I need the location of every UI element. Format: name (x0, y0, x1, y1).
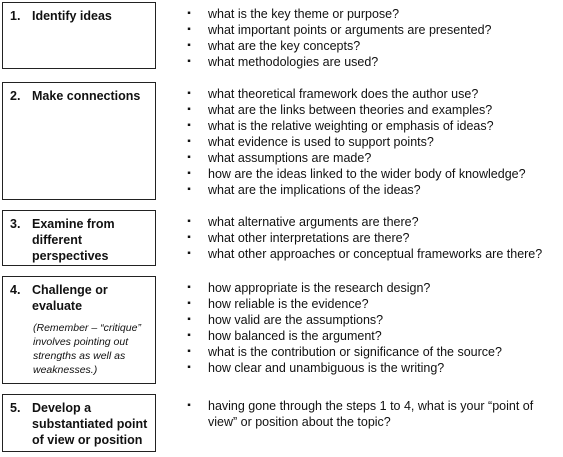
list-item: ▪ what theoretical framework does the author use? (184, 86, 526, 102)
step-3-points (184, 214, 542, 262)
step-3-title (10, 216, 151, 264)
list-item: ▪ what assumptions are made? (184, 150, 526, 166)
bullet-icon: ▪ (187, 216, 191, 227)
list-item: ▪ what is the relative weighting or emphasis of ideas? (184, 118, 526, 134)
step-2-title (10, 88, 151, 104)
list-item: ▪ how appropriate is the research design? (184, 280, 502, 296)
list-item: ▪ how reliable is the evidence? (184, 296, 502, 312)
step-5-number: 5. (10, 401, 21, 415)
step-4-title (10, 282, 151, 314)
bullet-icon: ▪ (187, 168, 191, 179)
step-5-box (2, 394, 156, 452)
list-item: ▪ what are the key concepts? (184, 38, 492, 54)
list-item: ▪ what alternative arguments are there? (184, 214, 542, 230)
step-4-heading: Challenge or evaluate (32, 283, 108, 313)
step-5-heading: Develop a substantiated point of view or position (32, 401, 148, 447)
list-item: ▪ what other approaches or conceptual frameworks are there? (184, 246, 542, 262)
list-item: ▪ what other interpretations are there? (184, 230, 542, 246)
step-2-heading: Make connections (32, 89, 141, 103)
step-1-points (184, 6, 492, 70)
step-4-points (184, 280, 502, 376)
list-item: ▪ how balanced is the argument? (184, 328, 502, 344)
list-item: ▪ what are the implications of the ideas? (184, 182, 526, 198)
bullet-icon: ▪ (187, 248, 191, 259)
bullet-icon: ▪ (187, 40, 191, 51)
step-4-number: 4. (10, 283, 21, 297)
step-3-number: 3. (10, 217, 21, 231)
step-1-title (10, 8, 151, 24)
step-1-heading: Identify ideas (32, 9, 112, 23)
bullet-icon: ▪ (187, 88, 191, 99)
bullet-icon: ▪ (187, 400, 191, 411)
list-item: ▪ how valid are the assumptions? (184, 312, 502, 328)
step-1-number: 1. (10, 9, 21, 23)
step-5-title (10, 400, 151, 448)
bullet-icon: ▪ (187, 362, 191, 373)
step-3-heading: Examine from different perspectives (32, 217, 115, 263)
list-item: ▪ what are the links between theories and examples? (184, 102, 526, 118)
list-item: ▪ how are the ideas linked to the wider body of knowledge? (184, 166, 526, 182)
bullet-icon: ▪ (187, 346, 191, 357)
bullet-icon: ▪ (187, 152, 191, 163)
list-item: ▪ what is the contribution or significance of the source? (184, 344, 502, 360)
bullet-icon: ▪ (187, 314, 191, 325)
step-2-number: 2. (10, 89, 21, 103)
step-2-box (2, 82, 156, 200)
bullet-icon: ▪ (187, 330, 191, 341)
bullet-icon: ▪ (187, 184, 191, 195)
list-item: ▪ what important points or arguments are presented? (184, 22, 492, 38)
bullet-icon: ▪ (187, 298, 191, 309)
list-item: ▪ what methodologies are used? (184, 54, 492, 70)
list-item: ▪ what evidence is used to support points? (184, 134, 526, 150)
step-4-box (2, 276, 156, 384)
list-item: ▪ what is the key theme or purpose? (184, 6, 492, 22)
bullet-icon: ▪ (187, 104, 191, 115)
bullet-icon: ▪ (187, 136, 191, 147)
bullet-icon: ▪ (187, 56, 191, 67)
list-item: ▪ having gone through the steps 1 to 4, what is your “point of view” or position about the topic? (184, 398, 558, 430)
step-1-box (2, 2, 156, 69)
step-3-box (2, 210, 156, 266)
bullet-icon: ▪ (187, 24, 191, 35)
step-4-note: (Remember – “critique” involves pointing out strengths as well as weaknesses.) (33, 322, 141, 376)
bullet-icon: ▪ (187, 282, 191, 293)
list-item: ▪ how clear and unambiguous is the writing? (184, 360, 502, 376)
bullet-icon: ▪ (187, 120, 191, 131)
step-5-points (184, 398, 558, 430)
bullet-icon: ▪ (187, 8, 191, 19)
bullet-icon: ▪ (187, 232, 191, 243)
step-2-points (184, 86, 526, 198)
